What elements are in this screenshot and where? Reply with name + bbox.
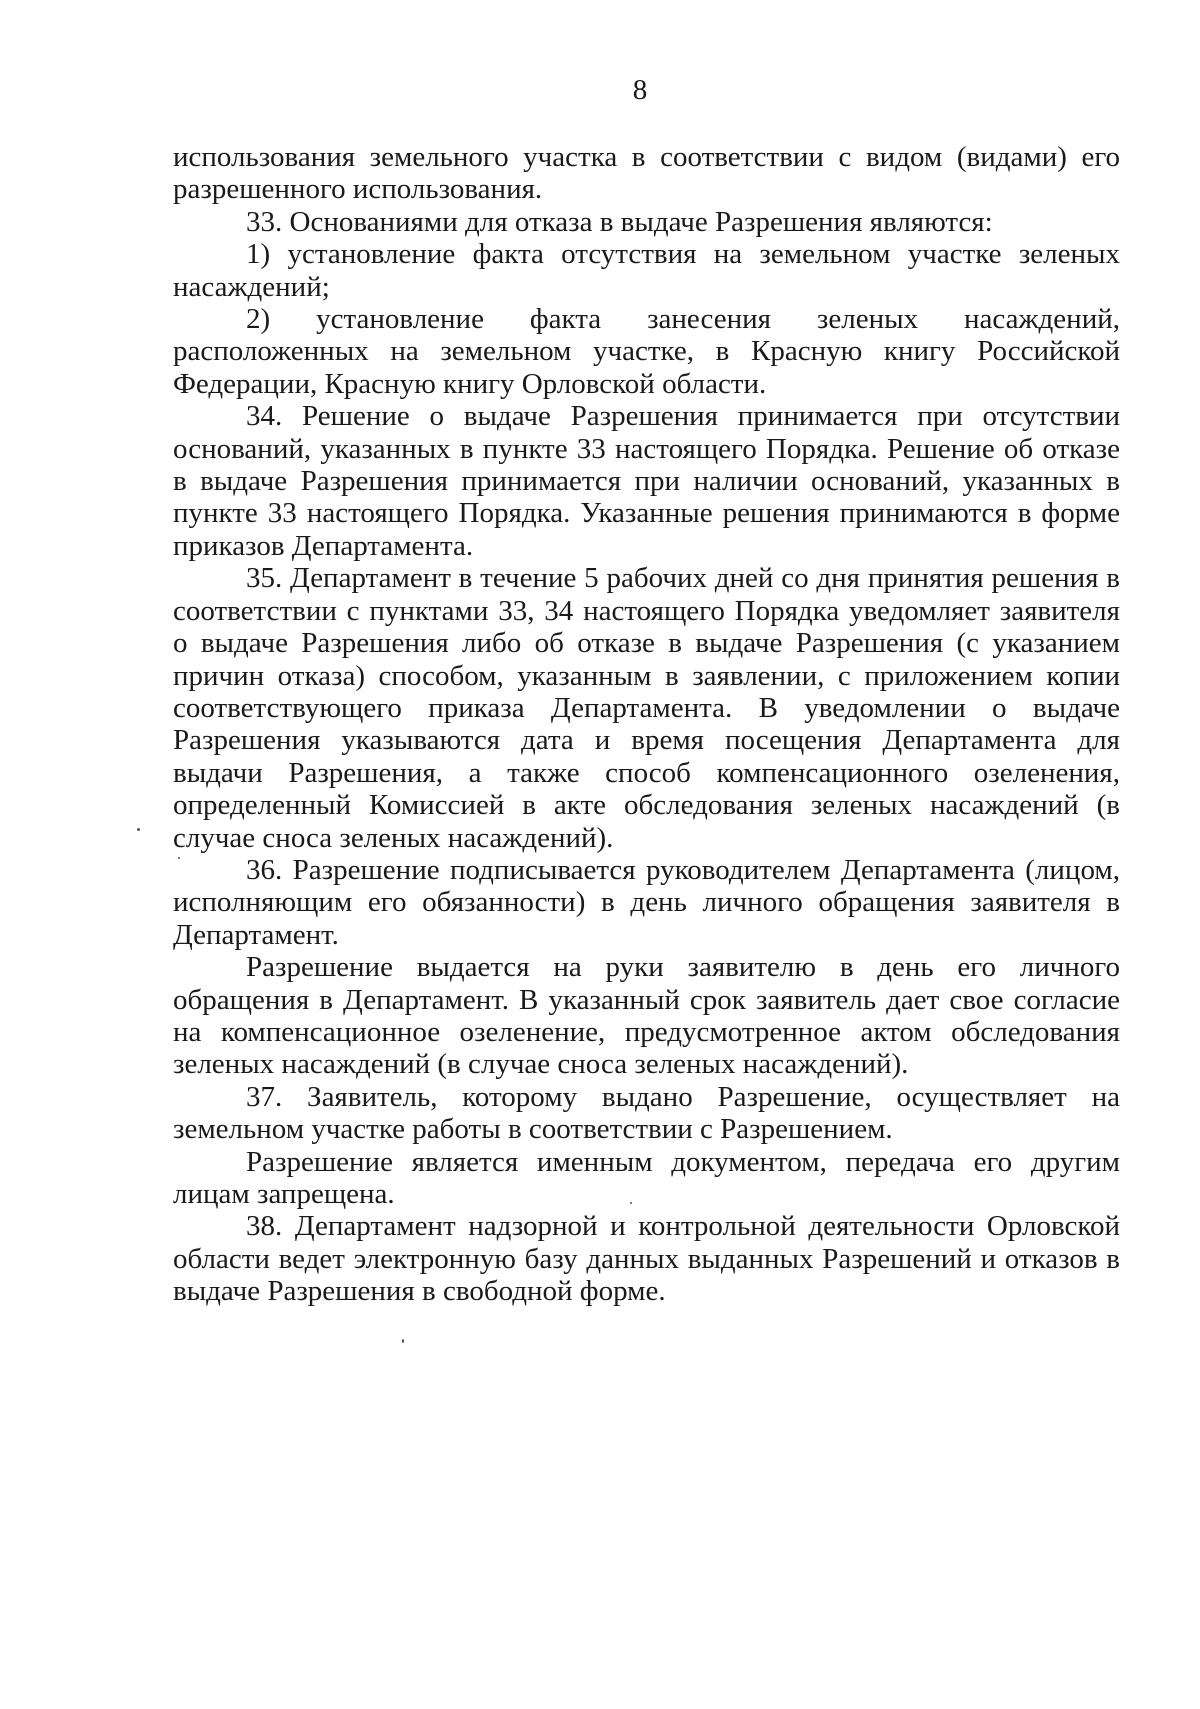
- paragraph-33-item-1: 1) установление факта отсутствия на земельном участке зеленых насаждений;: [173, 238, 1120, 303]
- paragraph-33: 33. Основаниями для отказа в выдаче Разрешения являются:: [246, 205, 993, 238]
- paragraph-34: 34. Решение о выдаче Разрешения принимается при отсутствии оснований, указанных в пункте 33 настоящего Порядка. Решение об отказе в выдаче Разрешения принимается при наличии оснований, указанных в пункте 33 настоящего Порядка. Указанные решения принимаются в форме приказов Департамента.: [173, 400, 1120, 562]
- scan-speck: [137, 828, 140, 831]
- scan-speck: [178, 857, 180, 859]
- page-number: 8: [632, 74, 648, 106]
- scan-speck: [630, 1202, 632, 1204]
- document-body: [173, 141, 1120, 1308]
- paragraph-36: 36. Разрешение подписывается руководителем Департамента (лицом, исполняющим его обязанности) в день личного обращения заявителя в Департамент.: [173, 853, 1120, 951]
- paragraph-33-item-2: 2) установление факта занесения зеленых насаждений, расположенных на земельном участке, в Красную книгу Российской Федерации, Красную книгу Орловской области.: [173, 303, 1120, 400]
- paragraph-36-issuance: Разрешение выдается на руки заявителю в день его личного обращения в Департамент. В указанный срок заявитель дает свое согласие на компенсационное озеленение, предусмотренное актом обследования зеленых насаждений (в случае сноса зеленых насаждений).: [173, 951, 1120, 1081]
- scan-speck: [402, 1339, 404, 1343]
- paragraph-37: 37. Заявитель, которому выдано Разрешение, осуществляет на земельном участке работы в соответствии с Разрешением.: [173, 1080, 1120, 1146]
- paragraph-continuation: использования земельного участка в соответствии с видом (видами) его разрешенного использования.: [173, 141, 1120, 206]
- paragraph-38: 38. Департамент надзорной и контрольной деятельности Орловской области ведет электронную базу данных выданных Разрешений и отказов в выдаче Разрешения в свободной форме.: [173, 1210, 1120, 1308]
- paragraph-35: 35. Департамент в течение 5 рабочих дней со дня принятия решения в соответствии с пунктами 33, 34 настоящего Порядка уведомляет заявителя о выдаче Разрешения либо об отказе в выдаче Разрешения (с указанием причин отказа) способом, указанным в заявлении, с приложением копии соответствующего приказа Департамента. В уведомлении о выдаче Разрешения указываются дата и время посещения Департамента для выдачи Разрешения, а также способ компенсационного озеленения, определенный Комиссией в акте обследования зеленых насаждений (в случае сноса зеленых насаждений).: [173, 562, 1120, 854]
- paragraph-37-named-document: Разрешение является именным документом, передача его другим лицам запрещена.: [173, 1145, 1120, 1210]
